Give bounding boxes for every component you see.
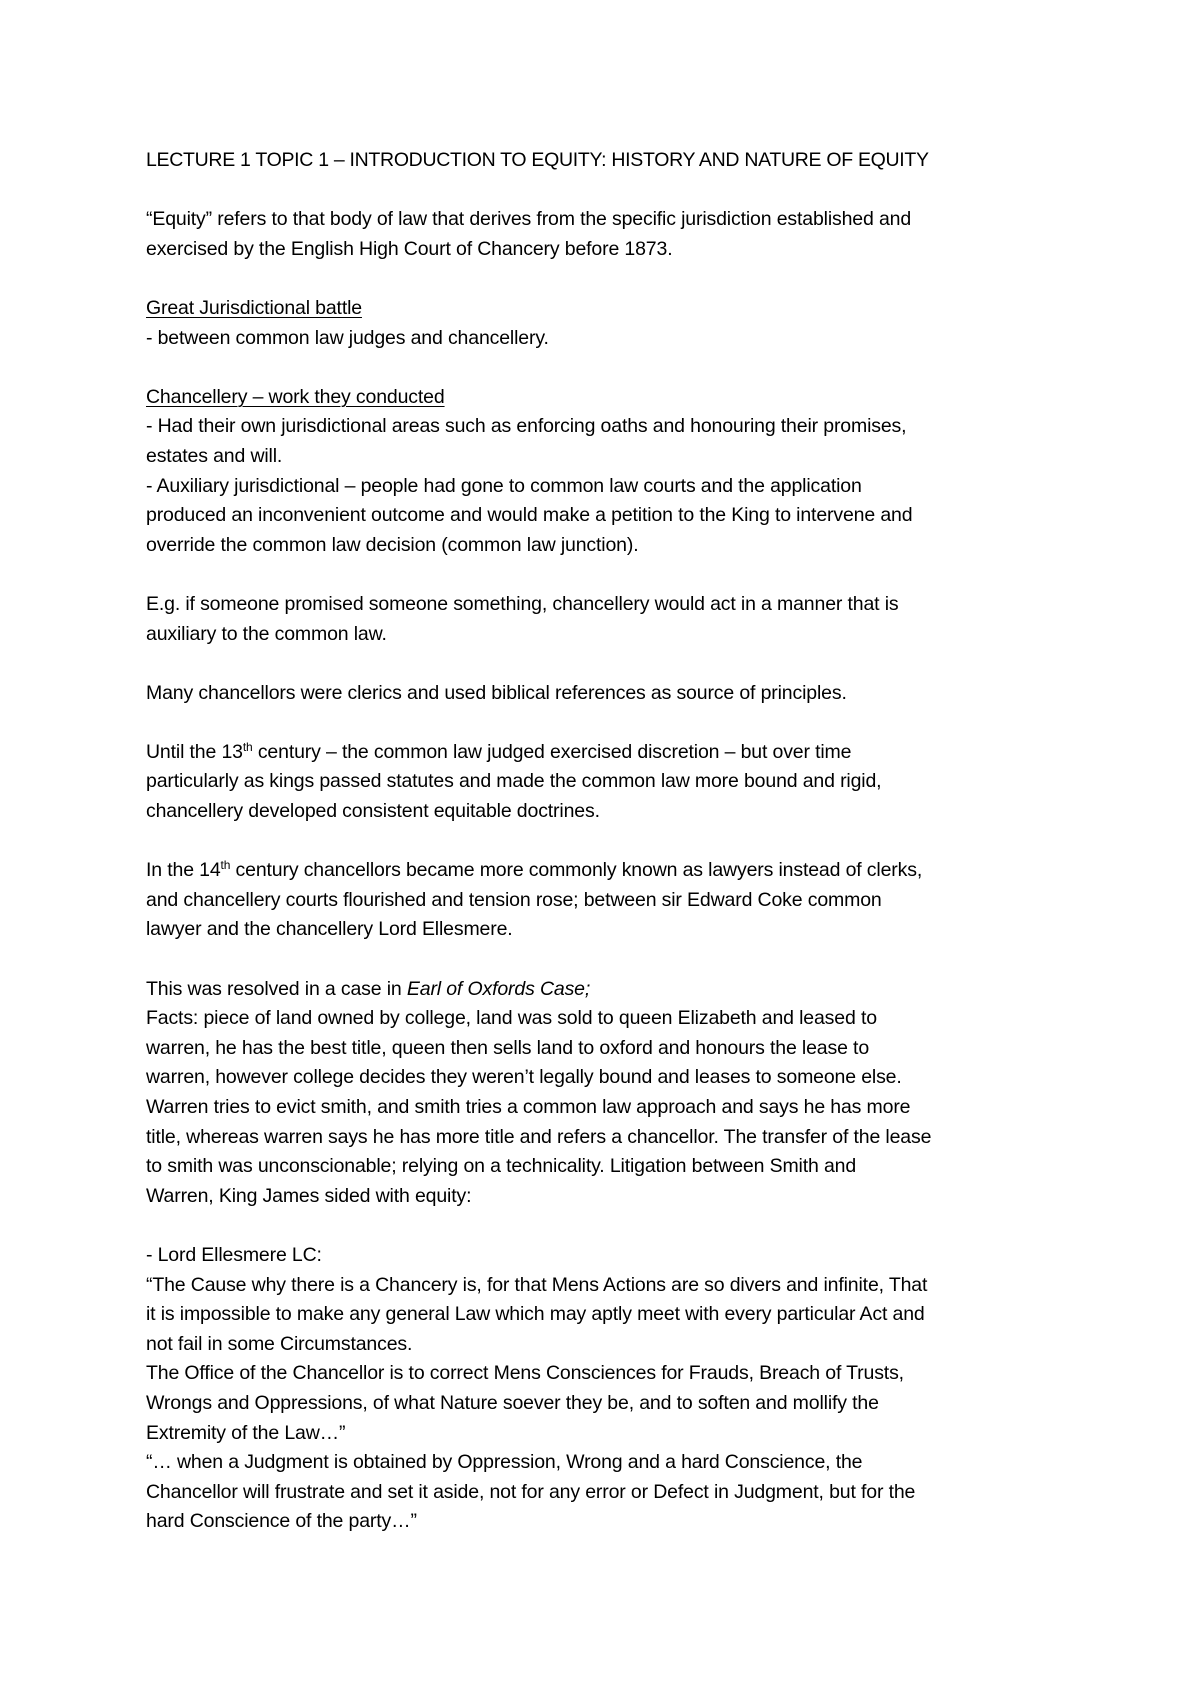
- work-line: - Had their own jurisdictional areas such as enforcing oaths and honouring their promises,: [146, 415, 907, 438]
- spacer: [146, 560, 1066, 590]
- century14-line: lawyer and the chancellery Lord Ellesmere.: [146, 918, 513, 941]
- section-heading-work: Chancellery – work they conducted: [146, 385, 445, 408]
- century14-pre: In the 14: [146, 859, 221, 882]
- ellesmere-quote-line: not fail in some Circumstances.: [146, 1332, 413, 1355]
- ellesmere-quote-line: Chancellor will frustrate and set it aside, not for any error or Defect in Judgment, but for the: [146, 1480, 916, 1503]
- work-line: override the common law decision (common law junction).: [146, 533, 639, 556]
- oxford-line: Warren tries to evict smith, and smith tries a common law approach and says he has more: [146, 1096, 911, 1118]
- oxford-line: warren, he has the best title, queen then sells land to oxford and honours the lease to: [146, 1036, 870, 1059]
- century14-line: [146, 856, 1066, 886]
- ellesmere-line: - Lord Ellesmere LC:: [146, 1243, 322, 1266]
- spacer: [146, 1211, 1066, 1241]
- section-heading-battle: Great Jurisdictional battle: [146, 296, 362, 319]
- century13-sup: th: [242, 739, 253, 754]
- ellesmere-quote-line: hard Conscience of the party…”: [146, 1510, 417, 1533]
- intro-line: “Equity” refers to that body of law that derives from the specific jurisdiction established and: [146, 208, 912, 231]
- spacer: [146, 827, 1066, 857]
- example-line: auxiliary to the common law.: [146, 622, 387, 645]
- oxford-line: Warren, King James sided with equity:: [146, 1184, 472, 1207]
- ellesmere-quote-line: The Office of the Chancellor is to correct Mens Consciences for Frauds, Breach of Trusts,: [146, 1362, 904, 1385]
- example-line: E.g. if someone promised someone something, chancellery would act in a manner that is: [146, 592, 899, 615]
- oxford-pre: This was resolved in a case in: [146, 977, 407, 1000]
- oxford-intro-line: [146, 975, 1066, 1005]
- intro-line: exercised by the English High Court of Chancery before 1873.: [146, 237, 673, 260]
- spacer: [146, 176, 1066, 206]
- work-line: estates and will.: [146, 444, 283, 467]
- clerics-paragraph: Many chancellors were clerics and used biblical references as source of principles.: [146, 681, 847, 704]
- ellesmere-quote-line: Wrongs and Oppressions, of what Nature soever they be, and to soften and mollify the: [146, 1391, 879, 1414]
- century14-sup: th: [220, 858, 231, 873]
- century13-line: particularly as kings passed statutes and made the common law more bound and rigid,: [146, 770, 882, 793]
- document-title: LECTURE 1 TOPIC 1 – INTRODUCTION TO EQUITY: HISTORY AND NATURE OF EQUITY: [146, 149, 929, 171]
- spacer: [146, 708, 1066, 738]
- ellesmere-quote-line: Extremity of the Law…”: [146, 1421, 346, 1444]
- document-page: [146, 146, 1066, 1537]
- case-name: Earl of Oxfords Case;: [406, 977, 591, 1000]
- century14-line: and chancellery courts flourished and tension rose; between sir Edward Coke common: [146, 888, 882, 911]
- work-line: produced an inconvenient outcome and would make a petition to the King to intervene and: [146, 504, 913, 527]
- spacer: [146, 264, 1066, 294]
- work-line: - Auxiliary jurisdictional – people had gone to common law courts and the application: [146, 474, 862, 497]
- spacer: [146, 945, 1066, 975]
- battle-line: - between common law judges and chancellery.: [146, 326, 549, 349]
- oxford-line: title, whereas warren says he has more title and refers a chancellor. The transfer of the lease: [146, 1125, 932, 1148]
- century13-line: [146, 738, 1066, 768]
- century14-post: century chancellors became more commonly known as lawyers instead of clerks,: [230, 859, 923, 882]
- spacer: [146, 353, 1066, 383]
- oxford-line: Facts: piece of land owned by college, land was sold to queen Elizabeth and leased to: [146, 1007, 877, 1030]
- century13-pre: Until the 13: [146, 740, 243, 763]
- oxford-line: to smith was unconscionable; relying on a technicality. Litigation between Smith and: [146, 1155, 857, 1178]
- century13-line: chancellery developed consistent equitable doctrines.: [146, 800, 600, 823]
- spacer: [146, 649, 1066, 679]
- ellesmere-quote-line: it is impossible to make any general Law which may aptly meet with every particular Act and: [146, 1303, 925, 1326]
- ellesmere-quote-line: “The Cause why there is a Chancery is, for that Mens Actions are so divers and infinite, That: [146, 1273, 928, 1296]
- ellesmere-quote-line: “… when a Judgment is obtained by Oppression, Wrong and a hard Conscience, the: [146, 1451, 863, 1474]
- oxford-line: warren, however college decides they weren’t legally bound and leases to someone else.: [146, 1066, 902, 1089]
- century13-post: century – the common law judged exercised discretion – but over time: [252, 740, 852, 763]
